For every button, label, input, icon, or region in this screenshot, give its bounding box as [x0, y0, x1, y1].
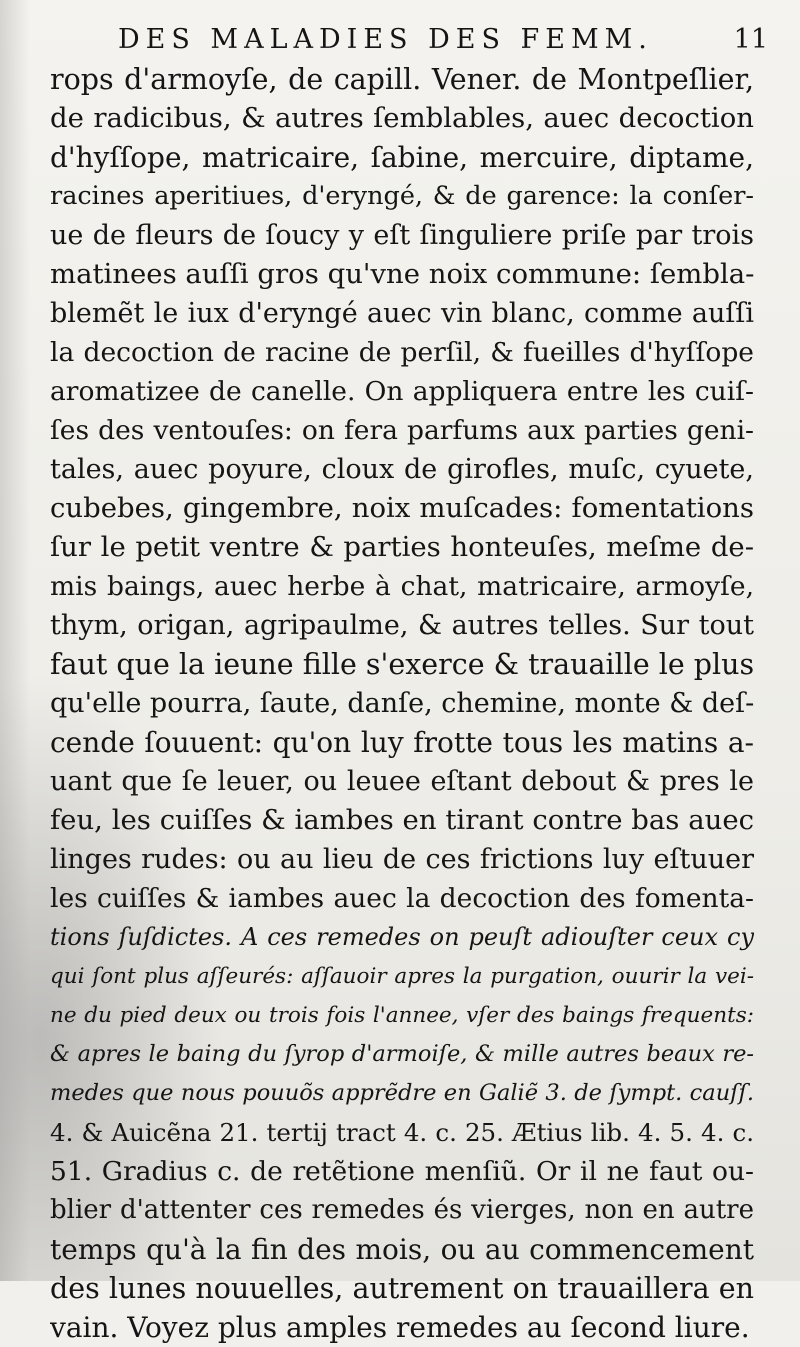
text-line: matinees auſſi gros qu'vne noix commune: ſembla- [50, 258, 754, 290]
text-line: de radicibus, & autres ſemblables, auec decoction [50, 102, 754, 134]
text-line: la decoction de racine de perſil, & fueilles d'hyſſope [50, 337, 754, 368]
text-line: d'hyſſope, matricaire, ſabine, mercuire, diptame, [50, 141, 754, 174]
text-line: tales, auec poyure, cloux de girofles, muſc, cyuete, [50, 454, 754, 485]
text-line: ſur le petit ventre & parties honteuſes, meſme de- [50, 531, 754, 563]
text-line: & apres le baing du ſyrop d'armoiſe, & mille autres beaux re- [50, 1041, 754, 1067]
text-line: cubebes, gingembre, noix muſcades: fomentations [50, 492, 754, 524]
text-line: feu, les cuiſſes & iambes en tirant contre bas auec [50, 804, 754, 836]
text-line: uant que ſe leuer, ou leuee eſtant debout & pres le [50, 766, 754, 797]
text-line: ne du pied deux ou trois fois l'annee, vſer des baings frequents: [50, 1003, 754, 1028]
text-line: qui ſont plus aſſeurés: aſſauoir apres la purgation, ouurir la vei- [50, 964, 754, 989]
text-line: temps qu'à la fin des mois, ou au commencement [50, 1233, 754, 1266]
running-header [118, 24, 768, 60]
text-line: 51. Gradius c. de retẽtione menſiũ. Or il ne faut ou- [50, 1156, 754, 1187]
text-line: faut que la ieune fille s'exerce & trauaille le plus [50, 648, 754, 681]
text-line: blier d'attenter ces remedes és vierges, non en autre [50, 1195, 754, 1225]
text-line: cende ſouuent: qu'on luy frotte tous les matins a- [50, 726, 754, 759]
text-line: ſes des ventouſes: on fera parfums aux parties geni- [50, 415, 754, 446]
text-line: des lunes nouuelles, autrement on trauaillera en [50, 1272, 754, 1305]
text-line: rops d'armoyſe, de capill. Vener. de Montpeſlier, [50, 63, 754, 96]
text-line: 4. & Auicẽna 21. tertij tract 4. c. 25. Ætius lib. 4. 5. 4. c. [50, 1118, 754, 1147]
running-title: DES MALADIES DES FEMM. [118, 24, 653, 55]
text-line: aromatizee de canelle. On appliquera entre les cuiſ- [50, 376, 754, 407]
text-line: mis baings, auec herbe à chat, matricaire, armoyſe, [50, 571, 754, 602]
text-line: ue de fleurs de ſoucy y eſt ſinguliere priſe par trois [50, 220, 754, 251]
text-line: linges rudes: ou au lieu de ces frictions luy eſtuuer [50, 844, 754, 875]
page-number: 11 [733, 24, 768, 55]
text-line: racines aperitiues, d'eryngé, & de garence: la conſer- [50, 181, 754, 211]
text-line: les cuiſſes & iambes auec la decoction des fomenta- [50, 883, 754, 914]
text-line: vain. Voyez plus amples remedes au ſecond liure. [50, 1311, 750, 1344]
text-line: blemẽt le iux d'eryngé auec vin blanc, comme auſſi [50, 298, 754, 329]
text-line: medes que nous pouuõs apprẽdre en Galiẽ 3. de ſympt. cauſſ. [50, 1080, 754, 1106]
text-line: qu'elle pourra, ſaute, danſe, chemine, monte & deſ- [50, 688, 754, 719]
body-text [50, 60, 754, 1347]
text-line: thym, origan, agripaulme, & autres telles. Sur tout [50, 610, 754, 641]
text-line: tions ſuſdictes. A ces remedes on peuſt adiouſter ceux cy [50, 923, 754, 951]
